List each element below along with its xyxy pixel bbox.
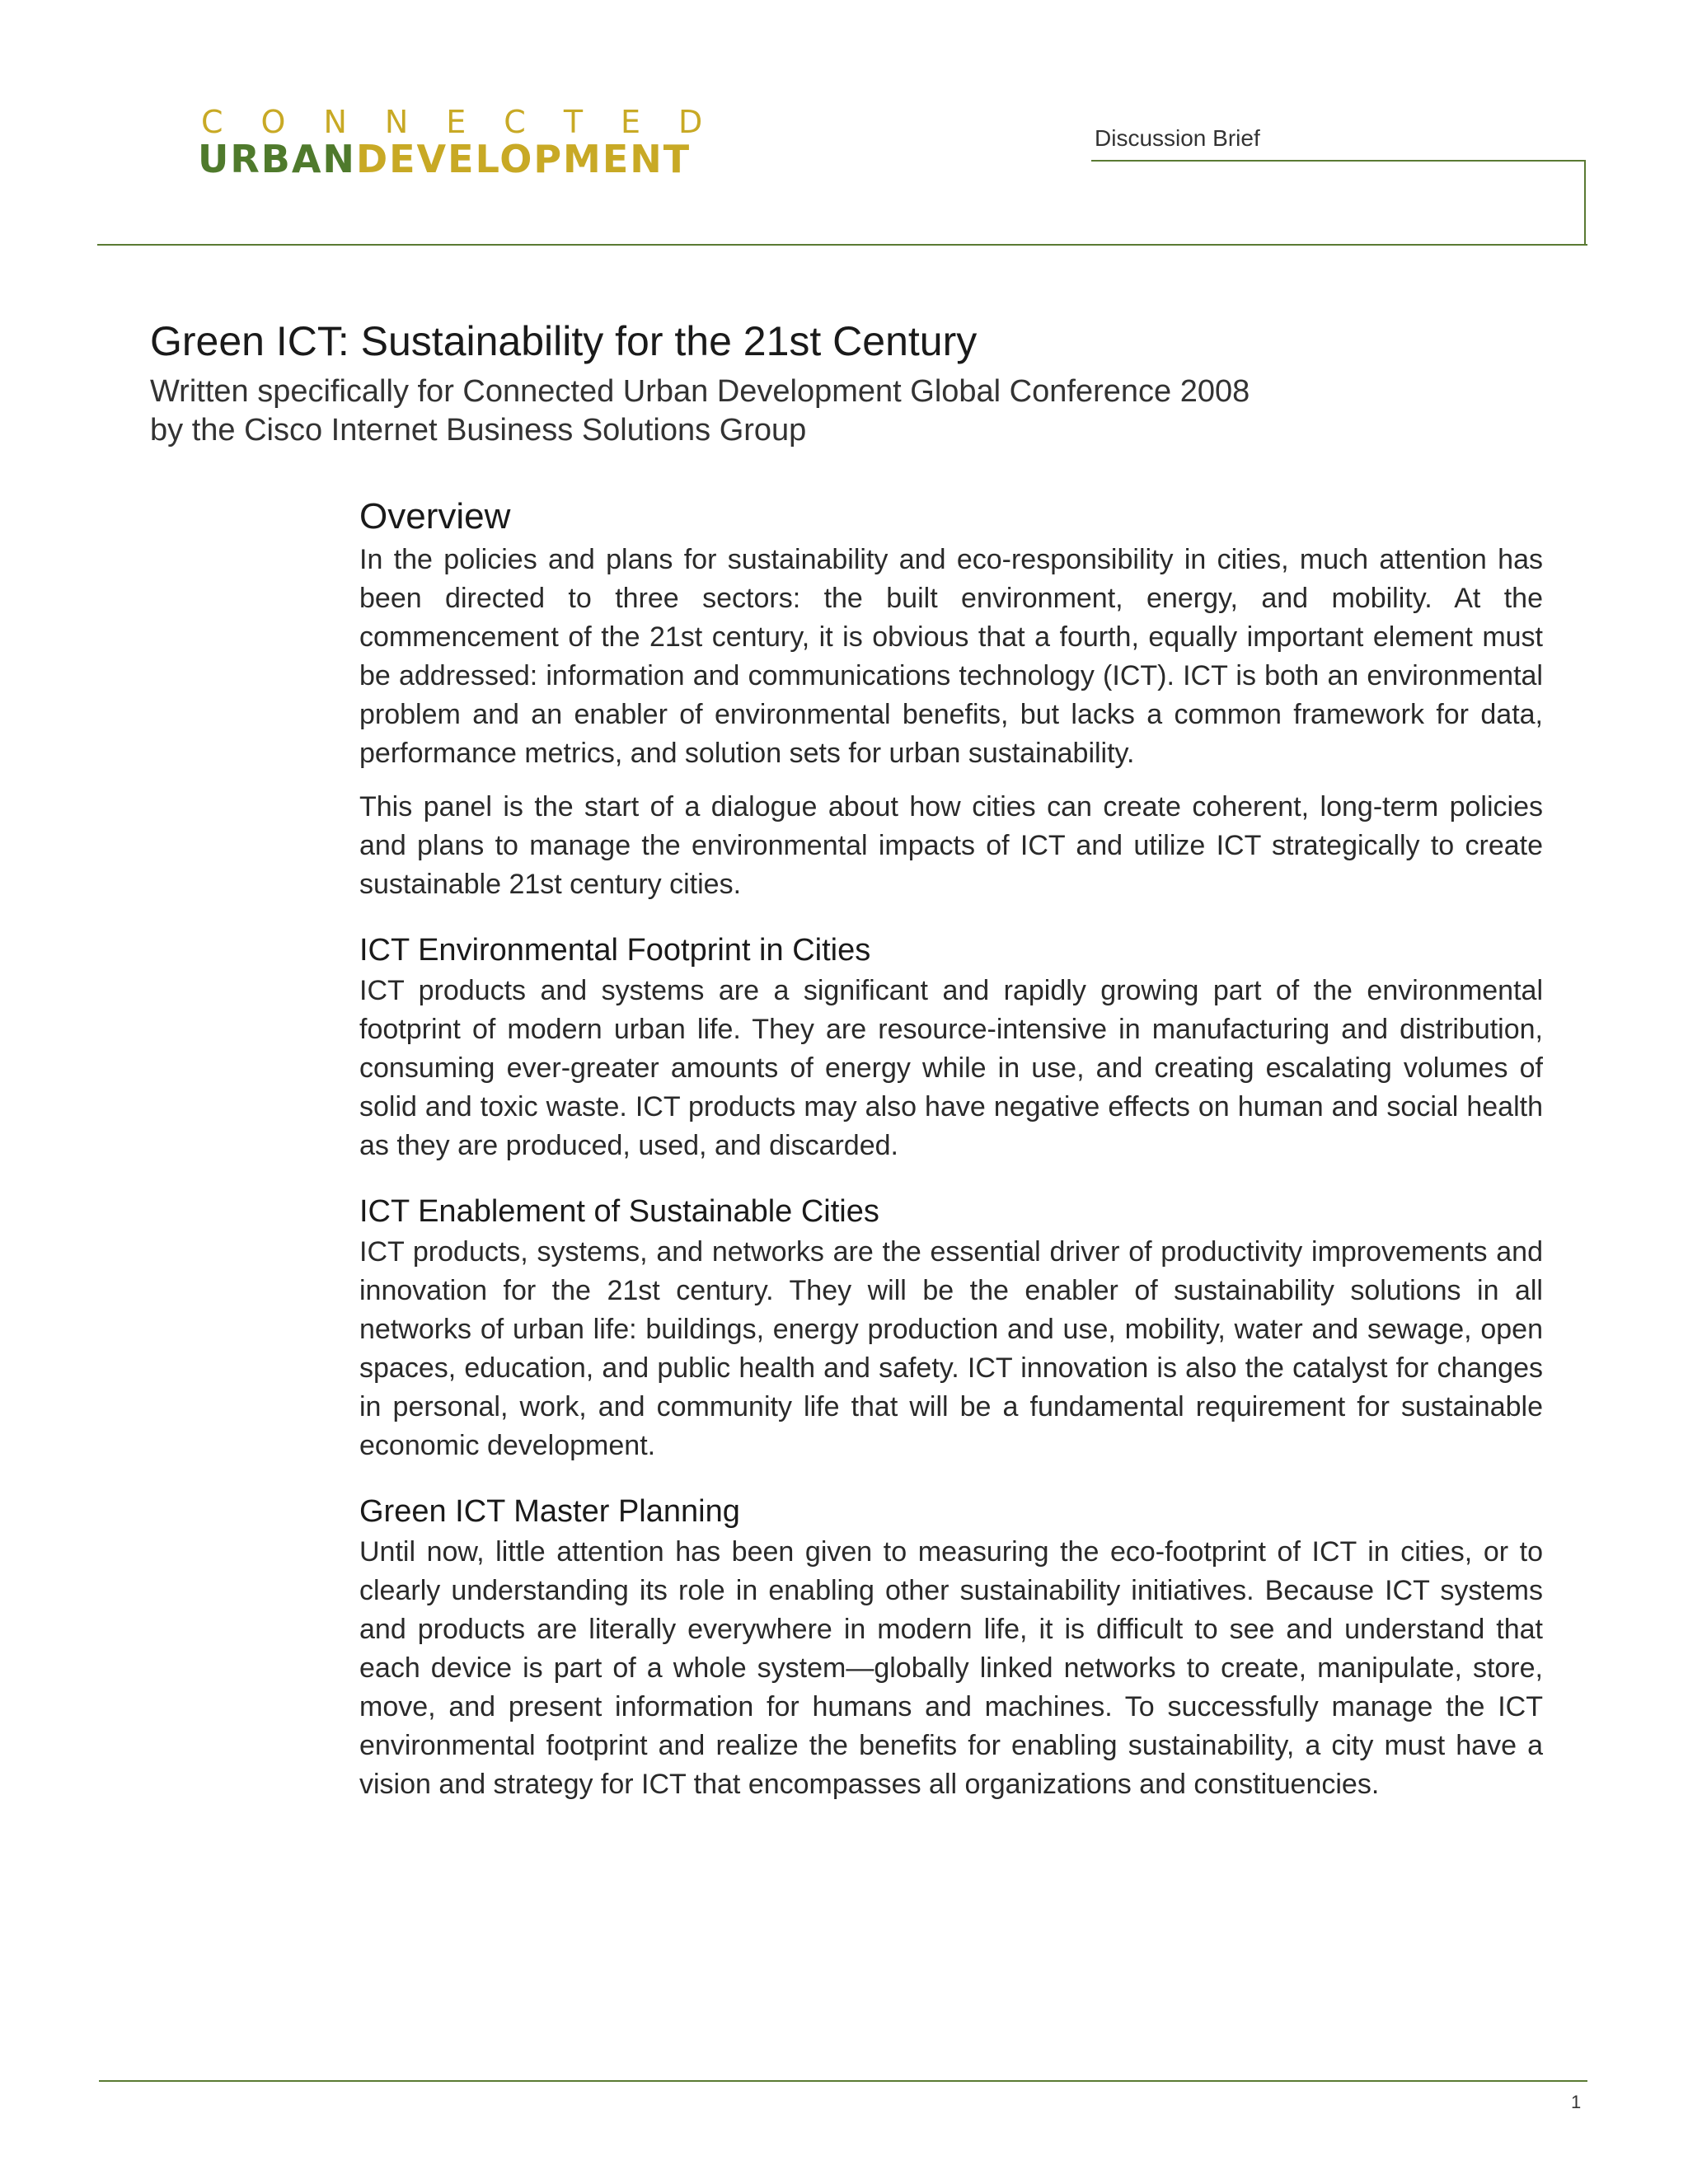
logo-top-text: CONNECTED (201, 104, 741, 140)
header-divider (97, 244, 1587, 246)
logo-urban-text: URBAN (198, 137, 356, 181)
document-title: Green ICT: Sustainability for the 21st Century (150, 318, 978, 364)
paragraph: ICT products, systems, and networks are the essential driver of productivity improvements and innovation for the 21st century. They will be the enabler of sustainability solutions in all networks of urban life: buildings, energy production and use, mobility, water and sewage, open spaces, education, and public health and safety. ICT innovation is also the catalyst for changes in personal, work, and community life that will be a fundamental requirement for sustainable economic development. (359, 1236, 1543, 1461)
paragraph: Until now, little attention has been given to measuring the eco-footprint of ICT in cities, or to clearly understanding its role in enabling other sustainability initiatives. Because ICT systems and products are literally everywhere in modern life, it is difficult to see and understand that each device is part of a whole system—globally linked networks to create, manipulate, store, move, and present information for humans and machines. To successfully manage the ICT environmental footprint and realize the benefits for enabling sustainability, a city must have a vision and strategy for ICT that encompasses all organizations and constituencies. (359, 1536, 1543, 1800)
subtitle-line: by the Cisco Internet Business Solutions Group (150, 413, 807, 448)
paragraph: ICT products and systems are a significant and rapidly growing part of the environmental footprint of modern urban life. They are resource-intensive in manufacturing and distribution, consuming ever-greater amounts of energy while in use, and creating escalating volumes of solid and toxic waste. ICT products may also have negative effects on human and social health as they are produced, used, and discarded. (359, 975, 1543, 1161)
connected-urban-development-logo (198, 105, 740, 180)
page-number: 1 (1571, 2092, 1582, 2112)
section-heading: ICT Environmental Footprint in Cities (359, 933, 871, 968)
footer-divider (99, 2080, 1587, 2082)
body-content (359, 493, 1543, 1829)
document-type-label: Discussion Brief (1095, 125, 1260, 151)
section-ict-footprint (359, 929, 1543, 1165)
logo-bottom-text (198, 138, 740, 180)
subtitle-line: Written specifically for Connected Urban Development Global Conference 2008 (150, 374, 1250, 409)
header-frame (1091, 160, 1586, 244)
logo-development-text: DEVELOPMENT (355, 137, 692, 181)
paragraph: This panel is the start of a dialogue about how cities can create coherent, long-term policies and plans to manage the environmental impacts of ICT and utilize ICT strategically to create sustainable 21st century cities. (359, 791, 1543, 900)
section-overview (359, 493, 1543, 904)
section-heading: Green ICT Master Planning (359, 1494, 740, 1529)
section-heading: ICT Enablement of Sustainable Cities (359, 1194, 879, 1229)
section-master-planning (359, 1490, 1543, 1804)
document-subtitle (150, 373, 1250, 450)
section-ict-enablement (359, 1190, 1543, 1465)
paragraph: In the policies and plans for sustainability and eco-responsibility in cities, much attention has been directed to three sectors: the built environment, energy, and mobility. At the commencement of the 21st century, it is obvious that a fourth, equally important element must be addressed: information and communications technology (ICT). ICT is both an environmental problem and an enabler of environmental benefits, but lacks a common framework for data, performance metrics, and solution sets for urban sustainability. (359, 544, 1543, 769)
section-heading: Overview (359, 496, 511, 537)
